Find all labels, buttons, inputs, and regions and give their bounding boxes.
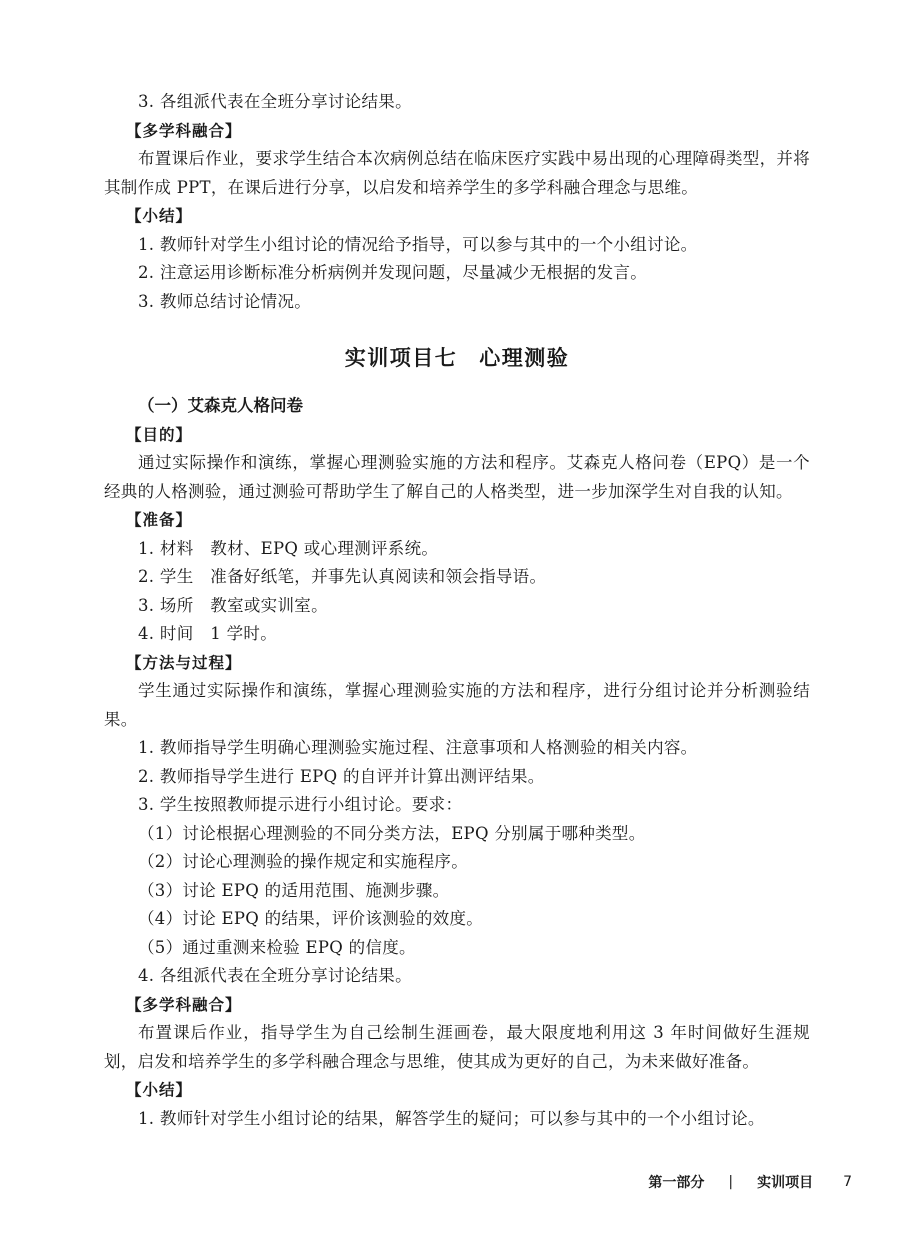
method-text: 学生通过实际操作和演练，掌握心理测验实施的方法和程序，进行分组讨论并分析测验结果。 (104, 681, 810, 729)
method-item: 2. 教师指导学生进行 EPQ 的自评并计算出测评结果。 (138, 766, 545, 786)
purpose-text: 通过实际操作和演练，掌握心理测验实施的方法和程序。艾森克人格问卷（EPQ）是一个经典的人格测验，通过测验可帮助学生了解自己的人格类型，进一步加深学生对自我的认知。 (104, 453, 810, 501)
method-heading: 【方法与过程】 (126, 653, 242, 672)
subsection-title: （一）艾森克人格问卷 (138, 396, 303, 415)
summary-item: 1. 教师针对学生小组讨论的情况给予指导，可以参与其中的一个小组讨论。 (138, 234, 698, 254)
page-footer (648, 1172, 852, 1192)
multidisciplinary-text: 布置课后作业，要求学生结合本次病例总结在临床医疗实践中易出现的心理障碍类型，并将其制作成 PPT，在课后进行分享，以启发和培养学生的多学科融合理念与思维。 (104, 149, 810, 197)
discussion-sub-item: （3）讨论 EPQ 的适用范围、施测步骤。 (138, 880, 450, 900)
page-number: 7 (843, 1174, 852, 1190)
preparation-item: 2. 学生 准备好纸笔，并事先认真阅读和领会指导语。 (138, 567, 547, 586)
multidisciplinary-heading: 【多学科融合】 (126, 121, 242, 140)
footer-separator: | (728, 1174, 734, 1190)
purpose-heading: 【目的】 (126, 425, 193, 444)
project-title-name: 心理测验 (479, 346, 570, 370)
summary-heading: 【小结】 (126, 1081, 193, 1099)
method-item: 1. 教师指导学生明确心理测验实施过程、注意事项和人格测验的相关内容。 (138, 738, 698, 757)
project-title (104, 342, 810, 372)
preparation-item: 4. 时间 1 学时。 (138, 624, 278, 643)
preparation-item: 1. 材料 教材、EPQ 或心理测评系统。 (138, 538, 439, 558)
preparation-item: 3. 场所 教室或实训室。 (138, 595, 328, 615)
summary-item: 3. 教师总结讨论情况。 (138, 291, 312, 311)
method-item: 3. 学生按照教师提示进行小组讨论。要求： (138, 795, 463, 814)
preparation-heading: 【准备】 (126, 511, 193, 529)
summary-heading: 【小结】 (126, 207, 193, 225)
summary-item: 1. 教师针对学生小组讨论的结果，解答学生的疑问；可以参与其中的一个小组讨论。 (138, 1108, 765, 1128)
method-item: 4. 各组派代表在全班分享讨论结果。 (138, 966, 412, 985)
multidisciplinary-heading: 【多学科融合】 (126, 995, 242, 1014)
footer-section-label: 实训项目 (757, 1175, 814, 1191)
summary-item: 2. 注意运用诊断标准分析病例并发现问题，尽量减少无根据的发言。 (138, 263, 648, 282)
discussion-sub-item: （5）通过重测来检验 EPQ 的信度。 (138, 937, 416, 957)
discussion-sub-item: （2）讨论心理测验的操作规定和实施程序。 (138, 852, 468, 871)
project-title-number: 实训项目七 (344, 346, 458, 370)
discussion-sub-item: （4）讨论 EPQ 的结果，评价该测验的效度。 (138, 909, 484, 928)
discussion-sub-item: （1）讨论根据心理测验的不同分类方法，EPQ 分别属于哪种类型。 (138, 823, 646, 843)
discussion-item-3: 3. 各组派代表在全班分享讨论结果。 (138, 92, 412, 111)
multidisciplinary-text: 布置课后作业，指导学生为自己绘制生涯画卷，最大限度地利用这 3 年时间做好生涯规划，启发和培养学生的多学科融合理念与思维，使其成为更好的自己，为未来做好准备。 (104, 1023, 810, 1071)
footer-part-label: 第一部分 (648, 1175, 705, 1191)
page-content (104, 88, 810, 1133)
